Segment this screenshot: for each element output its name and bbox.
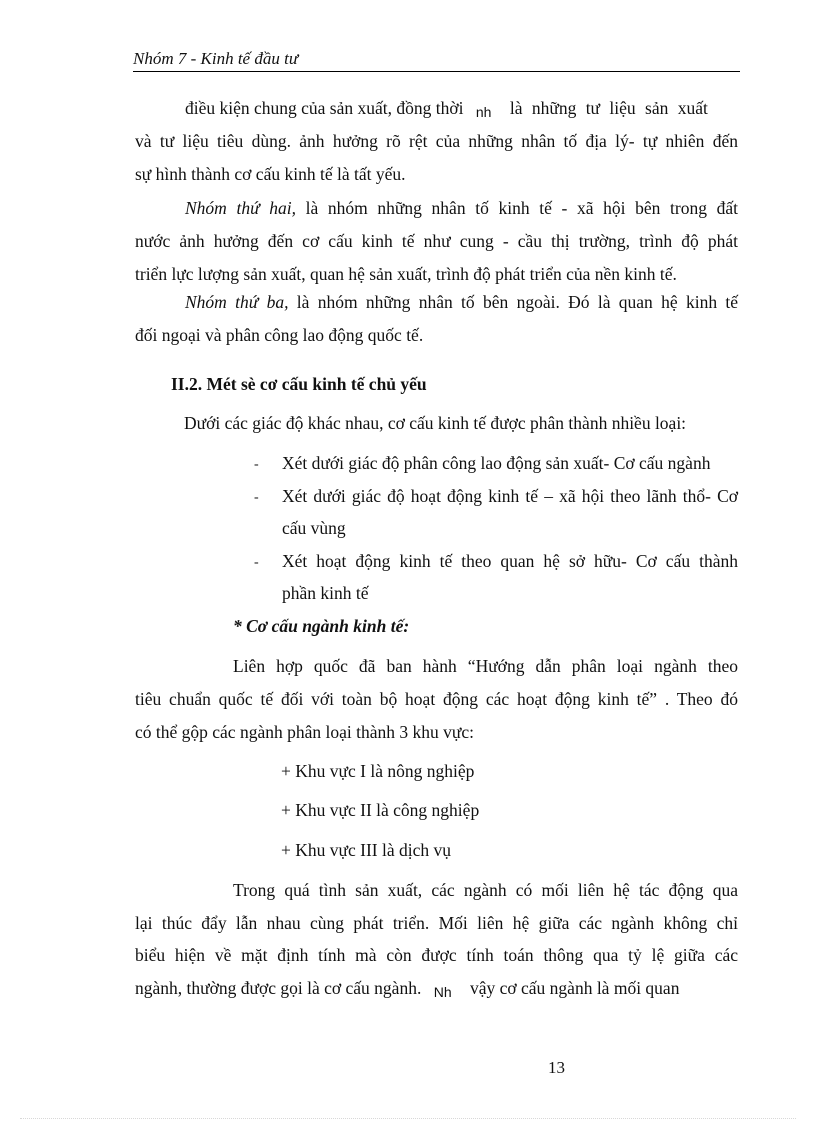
p5-line-4 [135,976,679,1001]
page-number: 13 [548,1058,565,1077]
page-bottom-rule [20,1118,796,1119]
p1-line-3: sự hình thành cơ cấu kinh tế là tất yếu. [135,164,406,184]
p3-line-1 [185,290,738,314]
page-header [133,48,740,72]
p3-text: là nhóm những nhân tố bên ngoài. Đó là quan hệ kinh tế [288,292,739,312]
p3-line-2: đối ngoại và phân công lao động quốc tế. [135,325,424,345]
p2-line-2: nước ảnh hưởng đến cơ cấu kinh tế như cung - cầu thị trường, trình độ phát [135,231,738,251]
p2-lead: Nhóm thứ hai, [185,198,296,218]
bullet-2-line-1: Xét dưới giác độ hoạt động kinh tế – xã hội theo lãnh thổ- Cơ [282,486,738,506]
bullet-mark-1: - [254,457,259,472]
intro-line: Dưới các giác độ khác nhau, cơ cấu kinh tế được phân thành nhiều loại: [184,413,687,433]
p2-line-1 [185,196,738,220]
p5-line-1: Trong quá tình sản xuất, các ngành có mối liên hệ tác động qua [233,880,738,900]
p1-line-1 [185,96,708,121]
p1-line-2: và tư liệu tiêu dùng. ảnh hưởng rõ rệt của những nhân tố địa lý- tự nhiên đến [135,131,738,151]
sector-item-3: + Khu vực III là dịch vụ [281,840,452,860]
p5-text-c: vậy cơ cấu ngành là mối quan [469,978,680,998]
p5-line-2: lại thúc đẩy lẫn nhau cùng phát triển. Mối liên hệ giữa các ngành không chỉ [135,913,738,933]
p1-text-a: điều kiện chung của sản xuất, đồng thời [185,98,464,118]
p2-text: là nhóm những nhân tố kinh tế - xã hội bên trong đất [296,198,738,218]
section-heading: II.2. Mét sè cơ cấu kinh tế chủ yếu [171,374,427,394]
p5-line-3: biểu hiện về mặt định tính mà còn được tính toán thông qua tỷ lệ giữa các [135,945,738,965]
p1-text-c: là những tư liệu sản xuất [509,98,708,118]
p4-line-1: Liên hợp quốc đã ban hành “Hướng dẫn phân loại ngành theo [233,656,738,676]
p5-text-a: ngành, thường được gọi là cơ cấu ngành. [135,978,422,998]
p2-line-3: triển lực lượng sản xuất, quan hệ sản xuất, trình độ phát triển của nền kinh tế. [135,264,677,284]
bullet-mark-2: - [254,490,259,505]
p4-line-3: có thể gộp các ngành phân loại thành 3 khu vực: [135,722,474,742]
sector-item-1: + Khu vực I là nông nghiệp [281,761,475,781]
bullet-2-line-2: cấu vùng [282,518,346,538]
bullet-mark-3: - [254,555,259,570]
bullet-1-line-1: Xét dưới giác độ phân công lao động sản xuất- Cơ cấu ngành [282,453,711,473]
p3-lead: Nhóm thứ ba, [185,292,289,312]
p4-line-2: tiêu chuẩn quốc tế đối với toàn bộ hoạt động các hoạt động kinh tế” . Theo đó [135,689,738,709]
subheading: * Cơ cấu ngành kinh tế: [233,616,410,636]
header-title: Nhóm 7 - Kinh tế đầu tư [133,49,299,68]
bullet-3-line-2: phần kinh tế [282,583,369,603]
p5-text-b: Nh [433,984,452,1000]
p1-text-b: nh [475,104,492,120]
sector-item-2: + Khu vực II là công nghiệp [281,800,480,820]
bullet-3-line-1: Xét hoạt động kinh tế theo quan hệ sở hữu- Cơ cấu thành [282,551,738,571]
